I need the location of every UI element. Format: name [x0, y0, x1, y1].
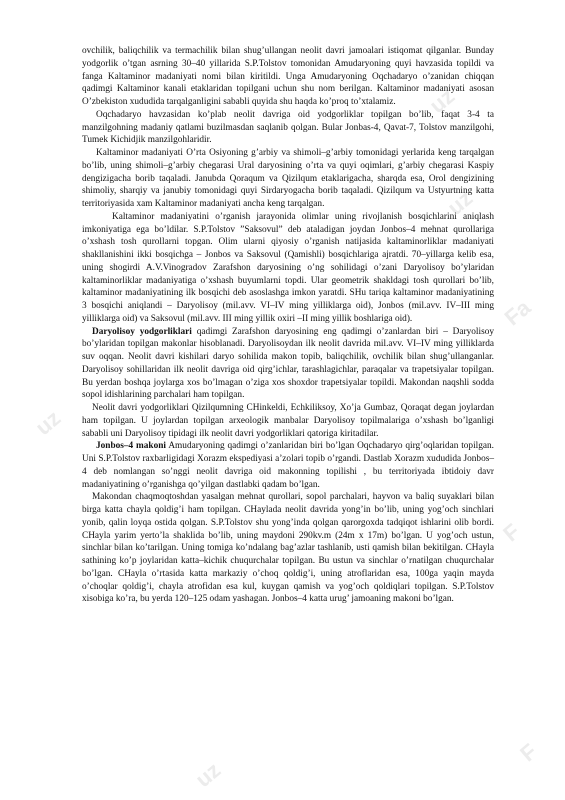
paragraph-jonbos [82, 440, 494, 491]
jonbos-heading: Jonbos–4 makoni [96, 441, 167, 452]
watermark-mark: F [498, 518, 525, 547]
paragraph-kaltaminor-stages: Kaltaminor madaniyatini o’rganish jarayonida olimlar uning rivojlanish bosqichlarini aniqlash imkoniyatiga ega bo’ldilar. S.P.Tolstov ”Saksovul” deb ataladigan joydan Jonbos–4 mehnat qurollariga o’xshash tosh qurollarni topgan. Olim ularni qiyosiy o’rganish natijasida kaltaminorliklar madaniyati shakllanishini ikki bosqichga – Jonbos va Saksovul (Qamishli) bosqichlariga ajratdi. 70–yillarga kelib esa, uning shogirdi A.V.Vinogradov Zarafshon daryosining o’ng sohilidagi o’zani Daryolisoy bo’ylaridan kaltaminorliklar madaniyatiga o’xshash buyumlarni topdi. Ular geometrik shakldagi tosh qurollari bo’lib, kaltaminor madaniyatining ilk bosqichi deb asoslashga imkon yaratdi. SHu tariqa kaltaminor madaniyatining 3 bosqichi aniqlandi – Daryolisoy (mil.avv. VI–IV ming yilliklarga oid), Jonbos (mil.avv. IV–III ming yilliklarga oid) va Saksovul (mil.avv. III ming yillik oxiri –II ming yillik boshlariga oid). [82, 211, 494, 324]
paragraph-chayla: Makondan chaqmoqtoshdan yasalgan mehnat qurollari, sopol parchalari, hayvon va baliq suyaklari bilan birga katta chayla qoldig’i ham topilgan. CHaylada neolit davrida yong’in bo’lib, uning yog’och sinchlari yonib, qalin loyqa ostida qolgan. S.P.Tolstov shu yong’inda qolgan qarorgoxda tadqiqot ishlarini olib bordi. CHayla yarim yerto’la shaklida bo’lib, uning maydoni 290kv.m (24m x 17m) bo’lgan. U yog’och ustun, sinchlar bilan ko’tarilgan. Uning tomiga ko’ndalang bag’azlar tashlanib, usti qamish bilan bekitilgan. CHayla sathining ko’p joylaridan katta–kichik chuqurchalar topilgan. Bu ustun va sinchlar o’rnatilgan chuqurchalar bo’lgan. CHayla o’rtasida katta markaziy o’choq qoldig’i, uning atroflaridan esa, 100ga yaqin mayda o’choqlar qoldig’i, chayla atrofidan esa kul, kuygan qamish va yog’och qoldiqlari topilgan. S.P.Tolstov xisobiga ko’ra, bu yerda 120–125 odam yashagan. Jonbos–4 katta urug’ jamoaning makoni bo’lgan. [82, 492, 494, 605]
watermark-mark: uz [190, 757, 226, 793]
paragraph-kaltaminor-area: Kaltaminor madaniyati O’rta Osiyoning g’arbiy va shimoli–g’arbiy tomonidagi yerlarida keng tarqalgan bo’lib, uning shimoli–g’arbiy chegarasi Ural daryosining o’rta va quyi oqimlari, g’arbiy chegarasi Kaspiy dengizigacha borib taqaladi. Janubda Qoraqum va Qizilqum etaklarigacha, sharqda esa, Orol dengizining shimoliy, sharqiy va janubiy tomonidagi quyi Sirdaryogacha borib taqaladi. Qizilqum va Ustyurtning katta territoriyasida xam Kaltaminor madaniyati ancha keng tarqalgan. [82, 148, 494, 209]
jonbos-text: Amudaryoning qadimgi o’zanlaridan biri bo’lgan Oqchadaryo qirg’oqlaridan topilgan. Uni S.P.Tolstov raxbarligidagi Xorazm ekspediyasi a’zolari topib o’rgandi. Dastlab Xorazm xududida Jonbos–4 deb nomlangan so’nggi neolit davriga oid makonning topilishi , bu territoriyada ibtidoiy davr madaniyatining o’rganishga qo’yilgan dastlabki qadam bo’lgan. [82, 441, 494, 490]
paragraph-daryolisoy [82, 326, 494, 403]
daryolisoy-text: qadimgi Zarafshon daryosining eng qadimgi o’zanlardan biri – Daryolisoy bo’ylaridan topilgan makonlar hisoblanadi. Daryolisoydan ilk neolit davrida mil.avv. VI–IV ming yilliklarda suv oqqan. Neolit davri kishilari daryo sohilida makon topib, baliqchilik, ovchilik bilan shug’ullanganlar. Daryolisoy sohillaridan ilk neolit davriga oid qirg’ichlar, tarashlagichlar, paraqalar va trapetsiyalar topilgan. Bu yerdan boshqa joylarga xos bo’lmagan o’ziga xos shoxdor trapetsiyalar topildi. Makondan naqshli sodda sopol idishlarining parchalari ham topilgan. [82, 326, 494, 401]
watermark-mark: Fa [499, 294, 536, 331]
paragraph-oqchadaryo: Oqchadaryo havzasidan ko’plab neolit davriga oid yodgorliklar topilgan bo’lib, faqat 3-4 ta manzilgohning madaniy qatlami buzilmasdan saqlanib qolgan. Bular Jonbas-4, Qavat-7, Tolstov manzilgohi, Tumek Kichidjik manzilgohlaridir. [82, 109, 494, 146]
watermark-mark: F [515, 738, 542, 767]
paragraph-qizilqum: Neolit davri yodgorliklari Qizilqumning CHinkeldi, Echkiliksoy, Xo’ja Gumbaz, Qoraqat degan joylardan ham topilgan. U joylardan topilgan arxeologik manbalar Daryolisoy topilmalariga o’xshash bo’lganligi sababli uni Daryolisoy tipidagi ilk neolit davri yodgorliklari qatoriga kiritadilar. [82, 403, 494, 439]
watermark-mark: uz [442, 185, 478, 221]
document-page [82, 45, 494, 606]
daryolisoy-heading: Daryolisoy yodgorliklari [92, 326, 192, 337]
watermark-mark: uz [30, 405, 66, 441]
watermark-mark: uz [424, 83, 460, 119]
paragraph-intro: ovchilik, baliqchilik va termachilik bilan shug’ullangan neolit davri jamoalari istiqomat qilganlar. Bunday yodgorlik o’tgan asrning 30–40 yillarida S.P.Tolstov tomonidan Amudaryoning quyi havzasida topildi va fanga Kaltaminor madaniyati nomi bilan kiritildi. Unga Amudaryoning Oqchadaryo o’zanidan chiqqan qadimgi Kaltaminor kanali etaklaridan topilgani uchun shu nom berilgan. Kaltaminor madaniyati asosan O’zbekiston xududida tarqalganligini sababli quyida shu haqda ko’proq to’xtalamiz. [82, 46, 494, 107]
